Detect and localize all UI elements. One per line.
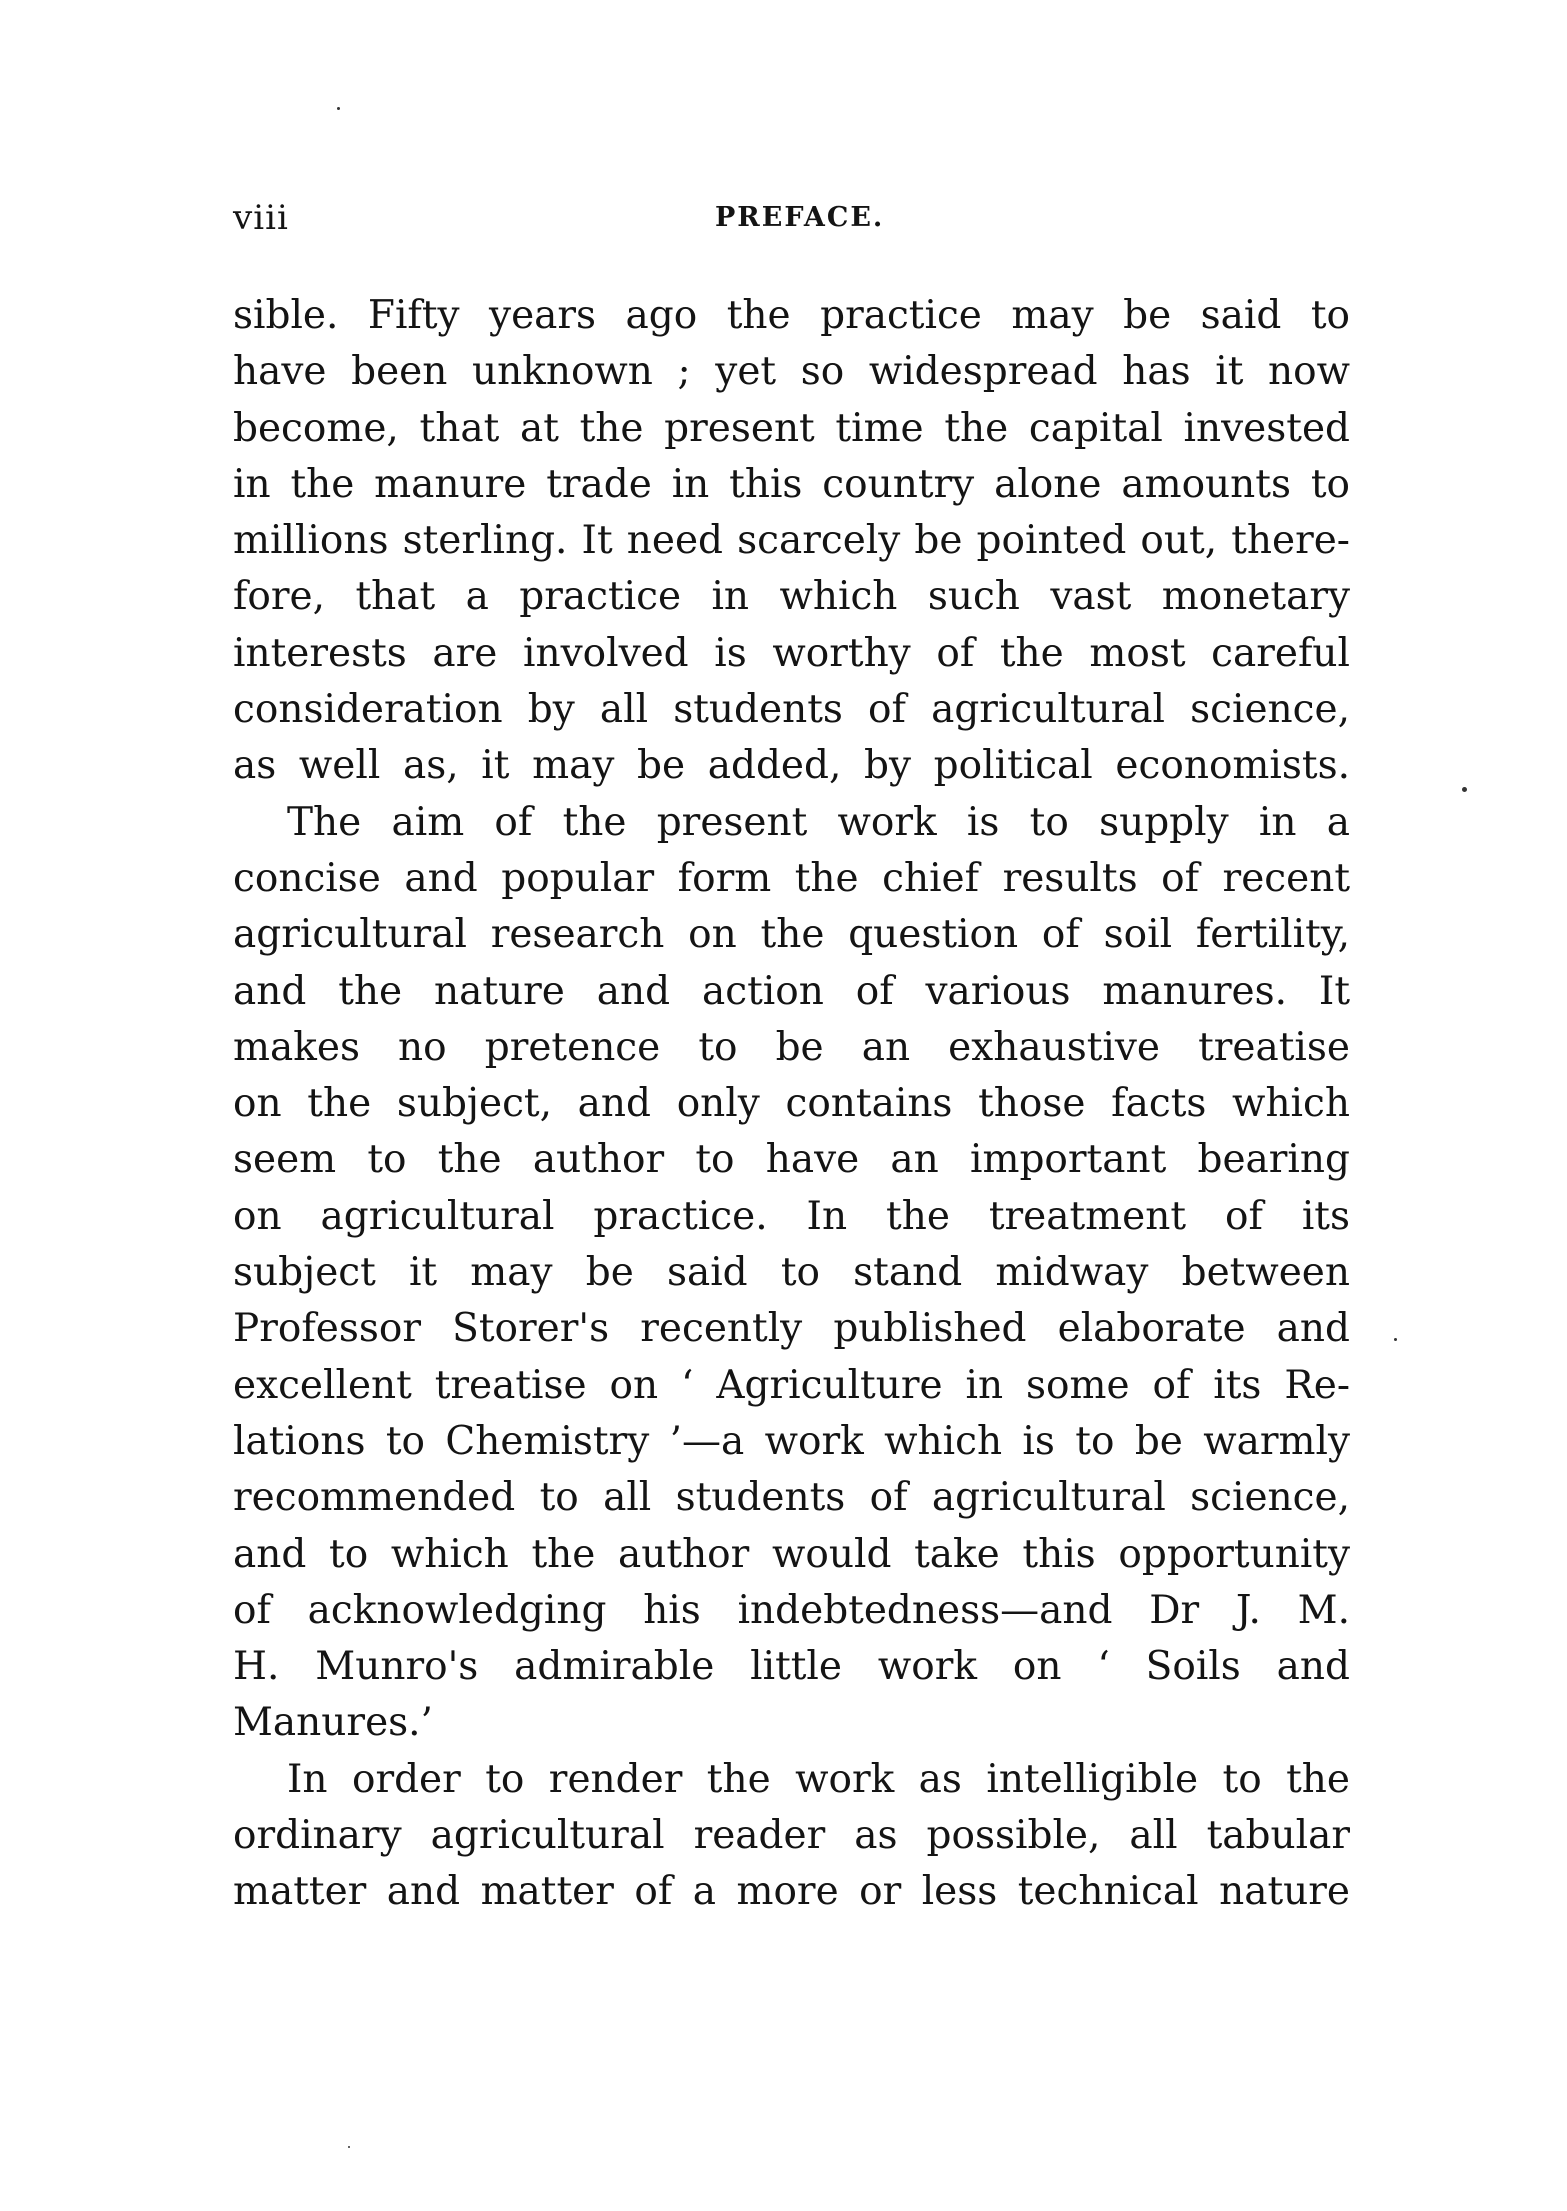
text-line: agricultural research on the question of soil fertility,: [233, 912, 1350, 958]
text-line: millions sterling. It need scarcely be pointed out, there-: [233, 518, 1350, 564]
text-line: on the subject, and only contains those facts which: [233, 1081, 1350, 1127]
text-line: fore, that a practice in which such vast monetary: [233, 574, 1350, 620]
text-line: have been unknown ; yet so widespread has it now: [233, 349, 1350, 395]
body-text: [233, 288, 1350, 1921]
text-line: on agricultural practice. In the treatment of its: [233, 1193, 1350, 1239]
page-header: [233, 198, 1350, 248]
text-line: matter and matter of a more or less technical nature: [233, 1869, 1350, 1915]
text-line: The aim of the present work is to supply in a: [287, 799, 1350, 845]
text-line: and to which the author would take this opportunity: [233, 1531, 1350, 1577]
text-line: concise and popular form the chief results of recent: [233, 855, 1350, 901]
page-number: viii: [233, 198, 289, 238]
text-line: makes no pretence to be an exhaustive treatise: [233, 1024, 1350, 1070]
scan-speck: [348, 2146, 350, 2148]
text-line: sible. Fifty years ago the practice may be said to: [233, 293, 1350, 338]
text-line: seem to the author to have an important bearing: [233, 1137, 1350, 1183]
text-line: become, that at the present time the capital invested: [233, 405, 1350, 451]
text-line: as well as, it may be added, by political economists.: [233, 743, 1350, 789]
text-line: consideration by all students of agricultural science,: [233, 687, 1350, 733]
text-line: subject it may be said to stand midway between: [233, 1250, 1350, 1296]
text-line: Manures.’: [233, 1700, 433, 1746]
text-line: ordinary agricultural reader as possible, all tabular: [233, 1813, 1350, 1859]
text-line: lations to Chemistry ’—a work which is to be warmly: [233, 1418, 1350, 1464]
text-line: In order to render the work as intelligible to the: [287, 1756, 1350, 1802]
text-line: Professor Storer's recently published elaborate and: [233, 1306, 1350, 1352]
scan-speck: [337, 107, 340, 110]
text-line: recommended to all students of agricultural science,: [233, 1475, 1350, 1521]
text-line: H. Munro's admirable little work on ‘ Soils and: [233, 1644, 1350, 1690]
text-line: interests are involved is worthy of the most careful: [233, 630, 1350, 676]
text-line: excellent treatise on ‘ Agriculture in some of its Re-: [233, 1362, 1350, 1408]
running-head: PREFACE.: [715, 202, 885, 233]
text-line: of acknowledging his indebtedness—and Dr J. M.: [233, 1587, 1350, 1633]
scan-speck: [1462, 787, 1467, 792]
scan-speck: [1394, 1338, 1397, 1341]
text-line: in the manure trade in this country alone amounts to: [233, 461, 1350, 507]
text-line: and the nature and action of various manures. It: [233, 968, 1350, 1014]
